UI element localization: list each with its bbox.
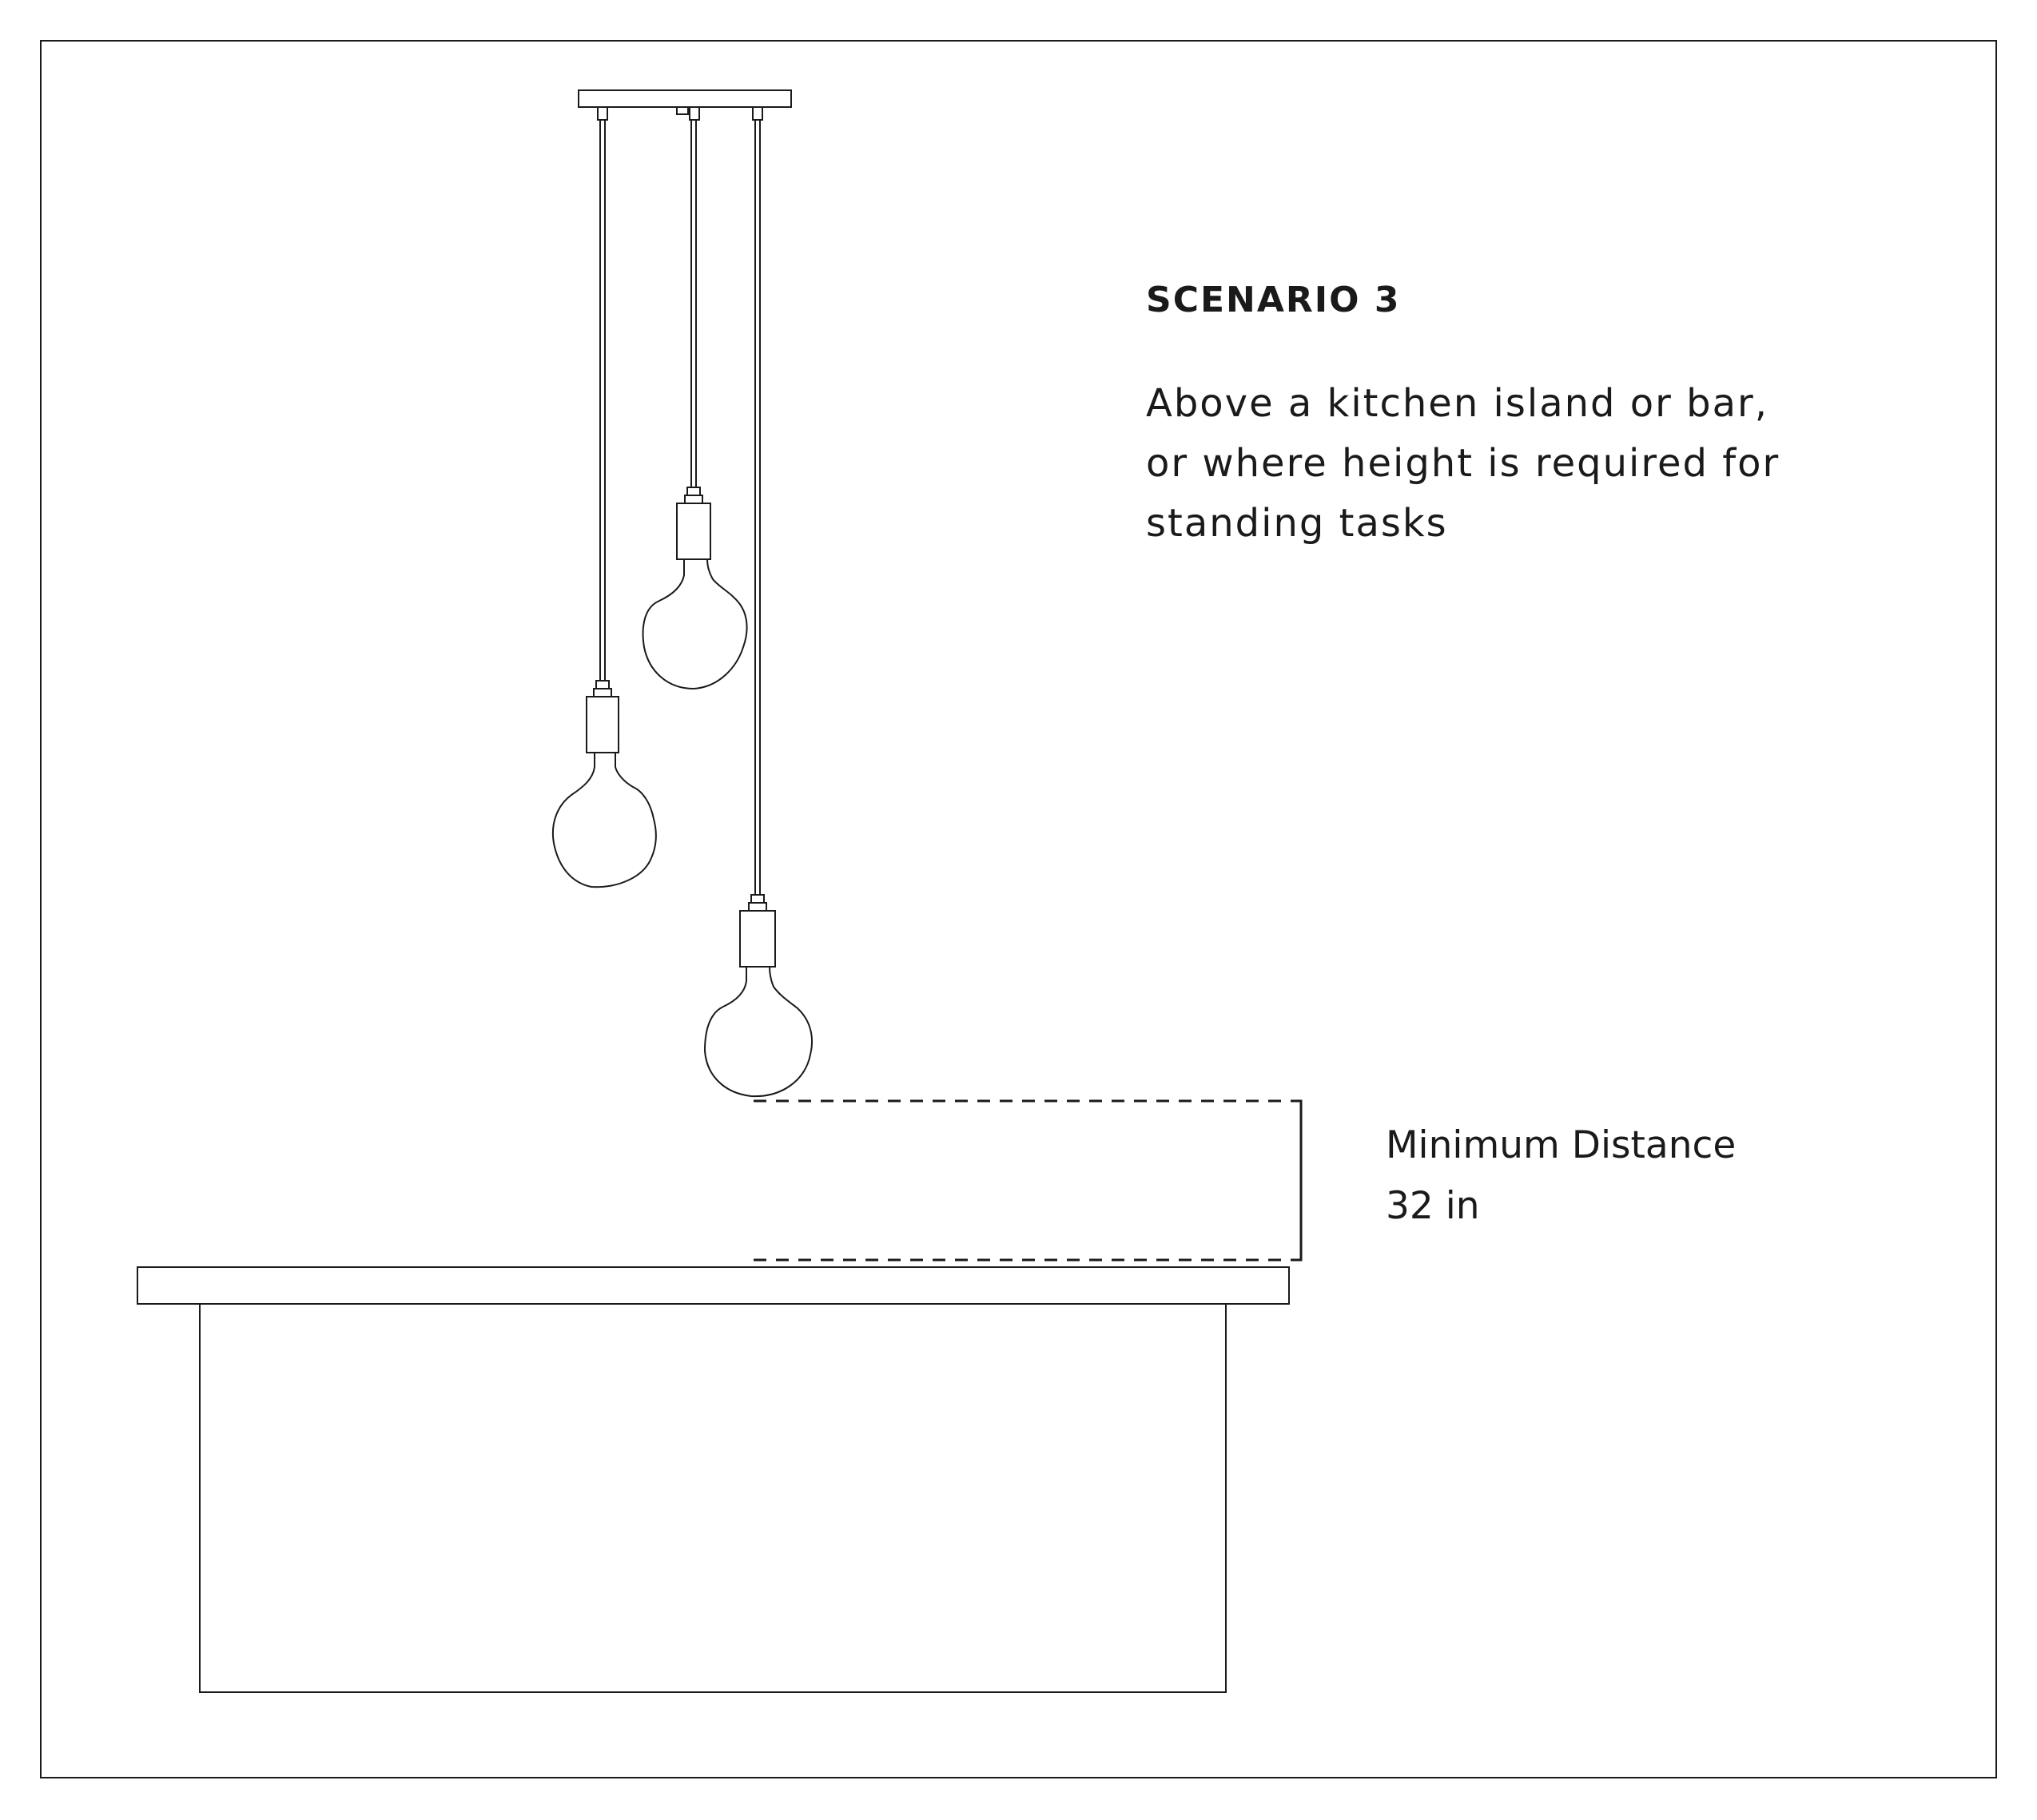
scenario-description-line: standing tasks	[1146, 501, 1448, 546]
kitchen-island	[137, 1267, 1289, 1692]
pendant-middle-bulb	[643, 559, 747, 689]
scenario-description	[1146, 374, 1865, 554]
pendant-middle	[643, 120, 747, 689]
pendant-left-bulb	[553, 753, 656, 887]
ceiling-canopy	[579, 90, 791, 120]
pendant-middle-cord	[691, 120, 696, 487]
distance-label-text: Minimum Distance	[1386, 1123, 1737, 1167]
scenario-description-line: Above a kitchen island or bar,	[1146, 381, 1768, 426]
island-countertop	[137, 1267, 1289, 1304]
pendant-middle-socket	[677, 487, 710, 559]
scenario-title: SCENARIO 3	[1146, 280, 1401, 320]
distance-indicator	[754, 1101, 1301, 1260]
pendant-left-socket	[587, 681, 619, 753]
pendant-right-cord	[755, 120, 760, 895]
pendant-left-cord	[600, 120, 605, 681]
distance-value: 32 in	[1386, 1184, 1480, 1228]
pendant-right-bulb	[705, 967, 812, 1096]
island-base	[200, 1304, 1226, 1692]
diagram-frame	[41, 41, 1996, 1778]
scenario-description-line: or where height is required for	[1146, 441, 1780, 486]
pendant-left	[553, 120, 656, 887]
pendant-right	[705, 120, 812, 1096]
distance-bracket	[1295, 1101, 1301, 1260]
distance-label	[1386, 1115, 1736, 1237]
pendant-right-socket	[740, 895, 775, 967]
